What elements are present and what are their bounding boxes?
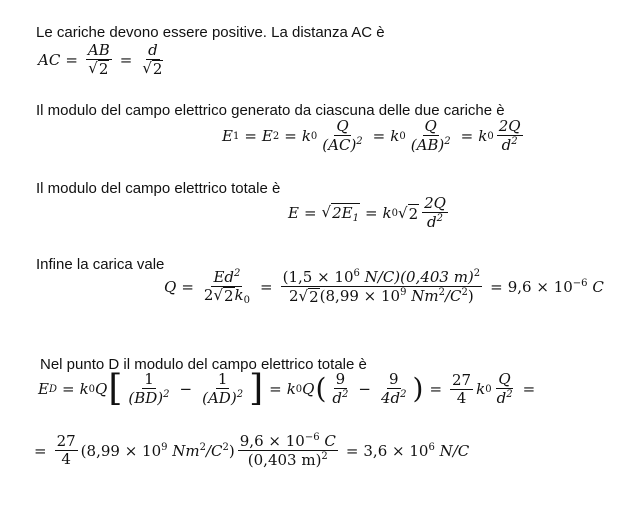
eq5-fraction-ad: $\frac{1}{(AD)^2}$ (202, 370, 244, 408)
eq6-constant: ($8,99 \times 10^9$ $Nm^2/C^2$) (80, 441, 235, 460)
paragraph-point-d: Nel punto D il modulo del campo elettrico totale è (40, 356, 367, 373)
eq4-result: $9,6 \times 10^{-6}$ C (507, 278, 604, 297)
eq3-fraction: $\frac{2Q}{d^2}$ (424, 194, 446, 232)
eq2-fraction-ac: $\frac{Q}{(AC)^2}$ (322, 117, 363, 155)
eq6-fraction-charge-distance: $\frac{9,6 \times 10^{-6} C}{(0,403 m)^2}$ (239, 432, 336, 470)
equation-ac-distance: AC = AB √ 2 = d √ 2 (38, 42, 168, 79)
equation-field-point-d: E D = k 0 Q [ $\frac{1}{(BD)^2}$ − $\frac{1}{(AD)^2}$ ] = k 0 Q ( $\frac{9}{d^2}$ − $\frac{9}{4d^2}$ ) = $\frac{27}{4}$ k 0 $\frac{Q}{d^2}$ = (38, 368, 536, 410)
eq1-lhs: AC (38, 51, 61, 70)
eq5-fraction-bd: $\frac{1}{(BD)^2}$ (128, 370, 170, 408)
equation-field-e1-e2: E 1 = E 2 = k 0 $\frac{Q}{(AC)^2}$ = k 0 $\frac{Q}{(AB)^2}$ = k 0 $\frac{2Q}{d^2}$ (222, 117, 521, 155)
paragraph-field-each-charge: Il modulo del campo elettrico generato da ciascuna delle due cariche è (36, 102, 505, 119)
eq4-fraction-symbolic: Ed$^2$ 2 √ 2 $k_0$ (203, 268, 251, 307)
eq6-result: $3,6 \times 10^6$ N/C (363, 441, 470, 460)
eq5-fraction-9-d2: $\frac{9}{d^2}$ (332, 370, 349, 408)
eq5-fraction-9-4d2: $\frac{9}{4d^2}$ (380, 370, 407, 408)
eq2-fraction-ab: $\frac{Q}{(AB)^2}$ (410, 117, 451, 155)
eq2-fraction-d: $\frac{2Q}{d^2}$ (498, 117, 521, 155)
paragraph-total-field: Il modulo del campo elettrico totale è (36, 180, 281, 197)
eq1-fraction-d: d √ 2 (142, 41, 163, 79)
eq1-fraction-ab: AB √ 2 (87, 41, 110, 79)
equation-total-field: E = √ $2E_1$ = k 0 √ 2 $\frac{2Q}{d^2}$ (288, 194, 446, 232)
equation-charge-value: Q = Ed$^2$ 2 √ 2 $k_0$ = ($1,5 \times 10^6$ N/C)(0,403 m)$^2$ 2 √ 2 ($8,99 \times 10^9$ $Nm^2/C^2$) = $9,6 \times 10^{-6}$ C (164, 268, 604, 307)
equation-final-numeric: = $\frac{27}{4}$ ($8,99 \times 10^9$ $Nm^2/C^2$) $\frac{9,6 \times 10^{-6} C}{(0,403 m)^2}$ = $3,6 \times 10^6$ N/C (34, 432, 470, 470)
eq6-fraction-27-4: $\frac{27}{4}$ (56, 432, 76, 469)
paragraph-charge-value: Infine la carica vale (36, 256, 165, 273)
eq5-fraction-27-4: $\frac{27}{4}$ (452, 370, 472, 407)
paragraph-charges-positive: Le cariche devono essere positive. La distanza AC è (36, 24, 385, 41)
eq4-fraction-numeric: ($1,5 \times 10^6$ N/C)(0,403 m)$^2$ 2 √ 2 ($8,99 \times 10^9$ $Nm^2/C^2$) (282, 268, 481, 307)
eq5-fraction-q-d2: $\frac{Q}{d^2}$ (496, 370, 513, 408)
